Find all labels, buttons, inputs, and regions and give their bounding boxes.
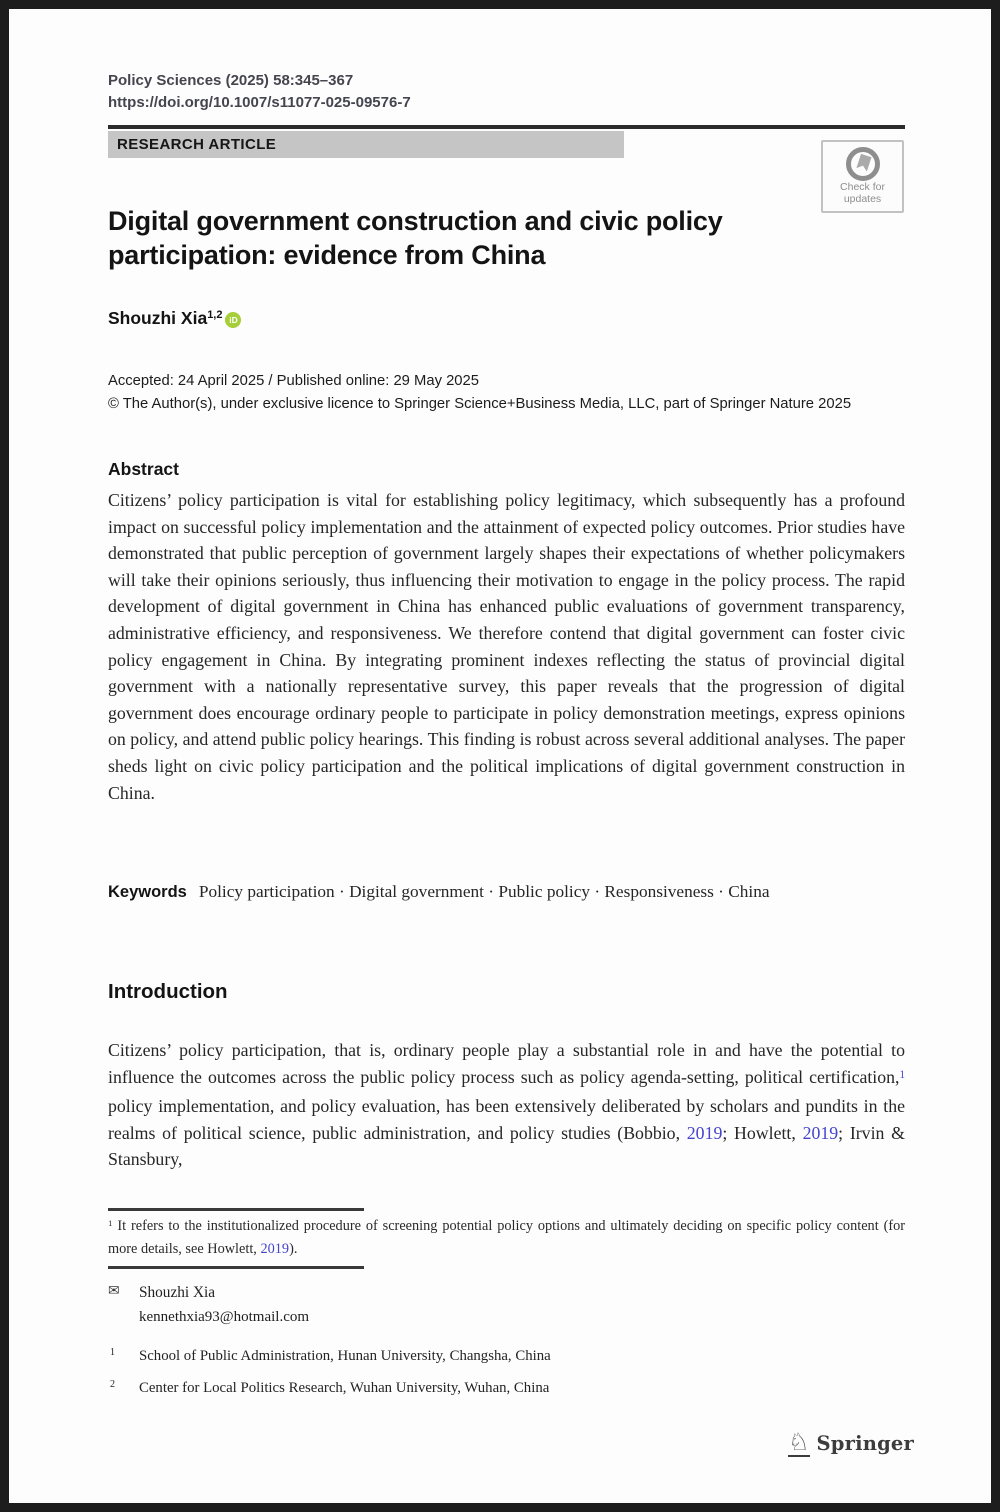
affiliation-text: Center for Local Politics Research, Wuhan University, Wuhan, China — [139, 1380, 550, 1396]
keywords-list: Policy participation · Digital government · Public policy · Responsiveness · China — [198, 882, 770, 901]
introduction-heading: Introduction — [108, 980, 228, 1003]
text-segment: policy implementation, and policy evaluation, has been extensively deliberated by scholars and pundits in the realms of political science, public administration, and policy studies (Bobbio, — [108, 1096, 905, 1143]
check-updates-label-line1: Check for — [840, 181, 885, 193]
orcid-icon[interactable]: iD — [225, 312, 241, 328]
springer-knight-icon: ♘ — [788, 1428, 810, 1456]
keywords-line — [108, 878, 838, 906]
introduction-paragraph — [108, 1037, 905, 1173]
accepted-line: Accepted: 24 April 2025 / Published online: 29 May 2025 — [108, 373, 479, 389]
paper-title: Digital government construction and civic policy participation: evidence from China — [108, 206, 723, 270]
abstract-text: Citizens’ policy participation is vital for establishing policy legitimacy, which subsequently has a profound impact on successful policy implementation and the attainment of expected policy outcomes. Prior studies have demonstrated that public perception of government largely shapes their expectations of whether policymakers will take their opinions seriously, thus influencing their motivation to engage in the policy process. The rapid development of digital government in China has enhanced public evaluations of government transparency, administrative efficiency, and responsiveness. We therefore contend that digital government can foster civic policy engagement in China. By integrating prominent indexes reflecting the status of provincial digital government with a nationally representative survey, this paper reveals that the progression of digital government does encourage ordinary people to participate in policy demonstration meetings, express opinions on policy, and attend public policy hearings. This finding is robust across several additional analyses. The paper sheds light on civic policy participation and the political implications of digital government construction in China. — [108, 490, 905, 803]
affiliation-mark: 2 — [110, 1379, 115, 1390]
affiliation-item — [110, 1348, 551, 1365]
check-updates-badge[interactable] — [821, 140, 904, 213]
footnote-separator — [108, 1208, 364, 1211]
journal-header — [108, 70, 411, 113]
citation-link[interactable]: 2019 — [686, 1122, 723, 1143]
journal-citation-line: Policy Sciences (2025) 58:345–367 — [108, 72, 354, 89]
publication-meta — [108, 370, 851, 416]
correspondence-separator — [108, 1266, 364, 1269]
text-segment: It refers to the institutionalized procedure of screening potential policy options and ultimately deciding on specific policy content (for more details, see Howlett, — [108, 1218, 905, 1257]
affiliation-text: School of Public Administration, Hunan University, Changsha, China — [139, 1348, 551, 1364]
text-segment: ). — [289, 1240, 298, 1257]
author-affiliation-marks: 1,2 — [207, 309, 223, 321]
citation-link[interactable]: 2019 — [802, 1122, 839, 1143]
doi-link[interactable]: https://doi.org/10.1007/s11077-025-09576-7 — [108, 93, 411, 111]
text-segment: ; Irvin & Stansbury, — [108, 1122, 905, 1170]
abstract-heading: Abstract — [108, 459, 179, 479]
author-line — [108, 308, 241, 329]
footnote-text — [108, 1216, 905, 1260]
correspondence-name: Shouzhi Xia — [139, 1284, 216, 1301]
citation-link[interactable]: 1 — [899, 1068, 905, 1081]
article-type-banner: RESEARCH ARTICLE — [108, 131, 624, 158]
correspondence-block — [108, 1283, 309, 1327]
text-segment: 1 — [108, 1218, 113, 1229]
copyright-line: © The Author(s), under exclusive licence to Springer Science+Business Media, LLC, part of Springer Nature 2025 — [108, 396, 852, 412]
check-updates-label-line2: updates — [843, 192, 882, 205]
text-segment: ; Howlett, — [722, 1122, 803, 1143]
text-segment: Citizens’ policy participation, that is, ordinary people play a substantial role in and have the potential to influence the outcomes across the public policy process such as policy agenda-setting, political certification, — [108, 1040, 905, 1087]
citation-link[interactable]: 2019 — [260, 1240, 290, 1257]
correspondence-email[interactable]: kennethxia93@hotmail.com — [139, 1309, 310, 1325]
author-name: Shouzhi Xia — [108, 308, 208, 328]
springer-logo — [788, 1429, 914, 1457]
affiliation-mark: 1 — [110, 1347, 115, 1358]
header-rule — [108, 125, 905, 129]
check-updates-icon — [823, 146, 902, 182]
affiliation-item — [110, 1380, 549, 1397]
keywords-label: Keywords — [108, 883, 187, 901]
springer-wordmark: Springer — [816, 1431, 915, 1455]
envelope-icon: ✉ — [108, 1283, 120, 1299]
